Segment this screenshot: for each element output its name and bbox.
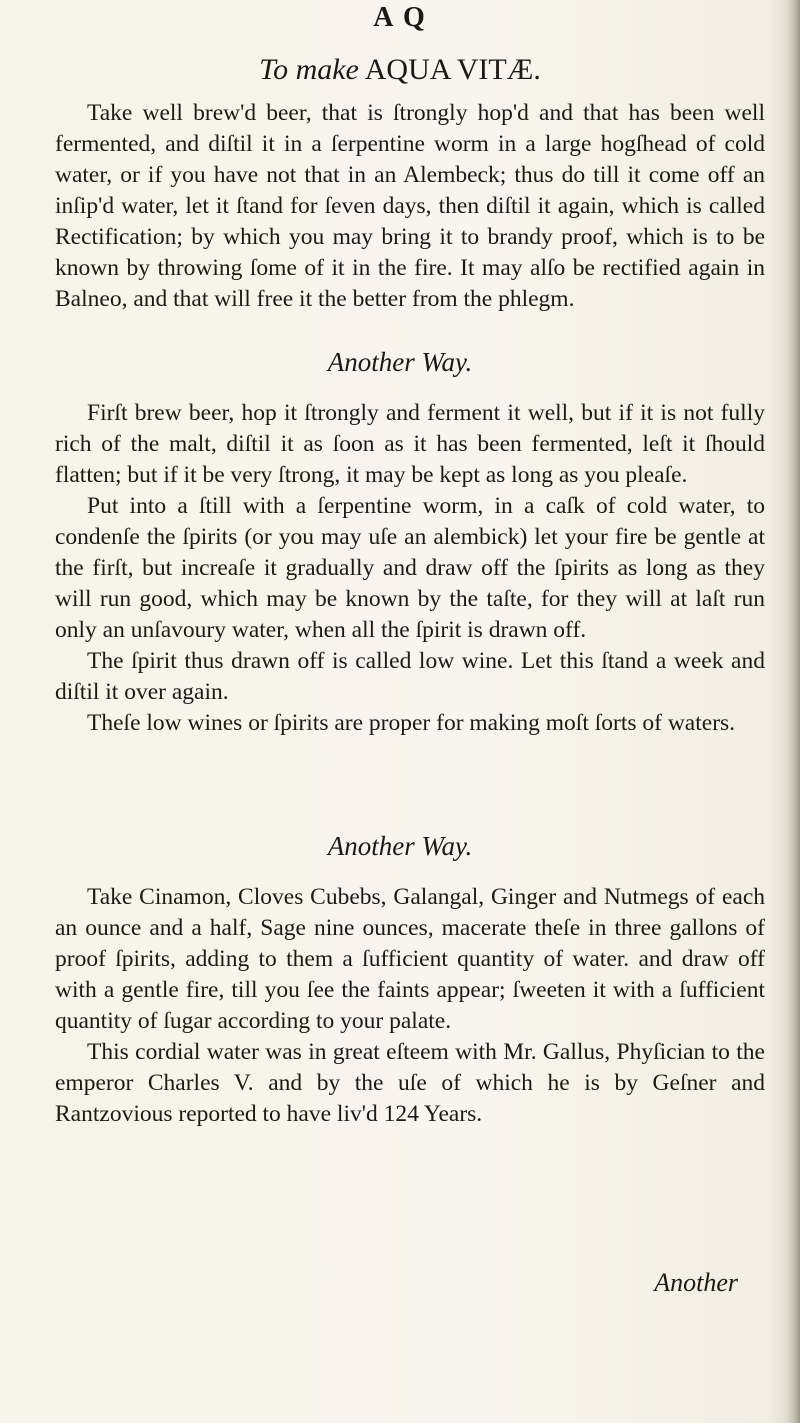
section-2-paragraph-4: Theſe low wines or ſpirits are proper for making moſt ſorts of waters. [87,710,736,736]
title-prefix: To make [259,53,359,86]
title-main: AQUA VITÆ. [364,53,541,86]
section-2-paragraph-2: Put into a ſtill with a ſerpentine worm, in a caſk of cold water, to condenſe the ſpirits (or you may uſe an alembick) let your fire be gentle at the firſt, but increaſe it gradually and draw off the ſpirits as long as they will run good, which may be known by the taſte, for they will at laſt run only an unſavoury water, when all the ſpirit is drawn off. [55,493,765,643]
section-1 [55,98,765,315]
section-3 [55,882,765,1130]
section-2-paragraph-3: The ſpirit thus drawn off is called low wine. Let this ſtand a week and diſtil it over again. [55,648,765,705]
recipe-title [0,50,800,90]
section-1-paragraph-1: Take well brew'd beer, that is ſtrongly hop'd and that has been well fermented, and diſtil it in a ſerpentine worm in a large hogſhead of cold water, or if you have not that in an Alembeck; thus do till it come off an inſip'd water, let it ſtand for ſeven days, then diſtil it again, which is called Rectification; by which you may bring it to brandy proof, which is to be known by throwing ſome of it in the fire. It may alſo be rectified again in Balneo, and that will free it the better from the phlegm. [55,100,765,312]
section-3-paragraph-2: This cordial water was in great eſteem with Mr. Gallus, Phyſician to the emperor Charles V. and by the uſe of which he is by Geſner and Rantzovious reported to have liv'd 124 Years. [55,1039,765,1127]
page-edge-shadow [786,0,800,1423]
section-3-paragraph-1: Take Cinamon, Cloves Cubebs, Galangal, Ginger and Nutmegs of each an ounce and a half, Sage nine ounces, macerate theſe in three gallons of proof ſpirits, adding to them a ſufficient quantity of water. and draw off with a gentle fire, till you ſee the faints appear; ſweeten it with a ſufficient quantity of ſugar according to your palate. [55,884,765,1034]
section-2-heading: Another Way. [327,347,473,377]
running-head: A Q [373,2,427,33]
catchword: Another [654,1268,738,1297]
section-2-paragraph-1: Firſt brew beer, hop it ſtrongly and ferment it well, but if it is not fully rich of the malt, diſtil it as ſoon as it has been fermented, leſt it ſhould flatten; but if it be very ſtrong, it may be kept as long as you pleaſe. [55,400,765,488]
section-3-heading: Another Way. [327,831,473,861]
section-2 [55,398,765,739]
